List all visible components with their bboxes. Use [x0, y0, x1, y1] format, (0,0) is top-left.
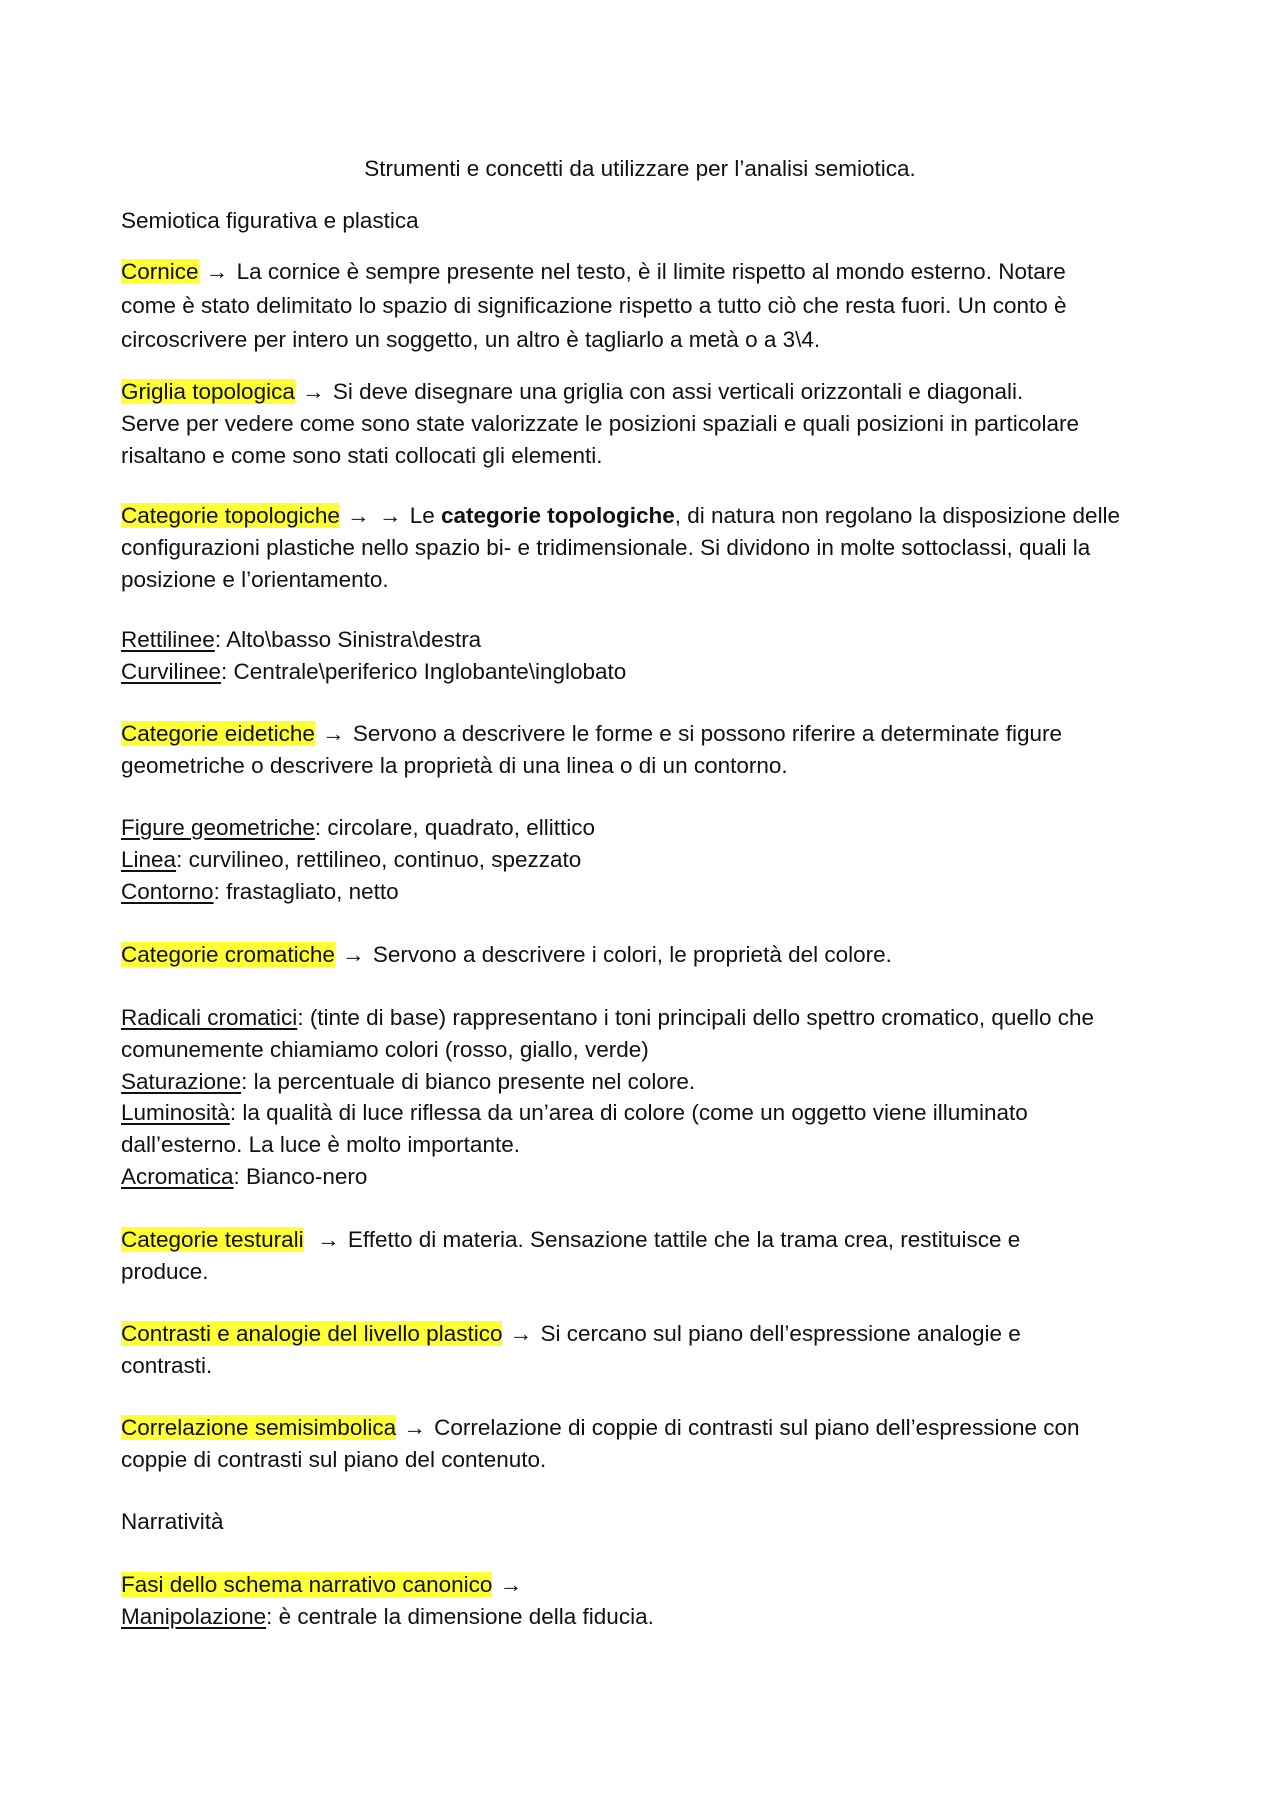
term-fasi-schema-narrativo: Fasi dello schema narrativo canonico — [121, 1572, 493, 1597]
text-contorno: : frastagliato, netto — [213, 879, 399, 904]
text-linea: : curvilineo, rettilineo, continuo, spezzato — [176, 847, 582, 872]
topologiche-text-post: , di natura non regolano la disposizione delle — [674, 503, 1121, 528]
topologiche-text-pre: Le — [409, 503, 441, 528]
arrow-right-icon: → — [317, 1227, 340, 1252]
luminosita-line-1 — [121, 1097, 1028, 1129]
list-item-contorno — [121, 876, 399, 908]
arrow-right-icon: → — [499, 1572, 523, 1597]
text-manipolazione: : è centrale la dimensione della fiducia. — [266, 1604, 654, 1629]
text-curvilinee: : Centrale\periferico Inglobante\inglobato — [221, 659, 627, 684]
arrow-right-icon: → — [347, 503, 370, 528]
griglia-line-1 — [121, 376, 1023, 408]
text-luminosita-1: : la qualità di luce riflessa da un’area di colore (come un oggetto viene illuminato — [229, 1100, 1028, 1125]
list-item-rettilinee — [121, 624, 481, 656]
arrow-right-icon: → — [403, 1415, 426, 1440]
radicali-line-1 — [121, 1002, 1094, 1034]
radicali-line-2: comunemente chiamiamo colori (rosso, giallo, verde) — [121, 1037, 649, 1062]
list-item-linea — [121, 844, 581, 876]
label-curvilinee: Curvilinee — [121, 659, 222, 684]
label-contorno: Contorno — [121, 879, 214, 904]
term-categorie-cromatiche: Categorie cromatiche — [121, 942, 335, 967]
term-contrasti-analogie: Contrasti e analogie del livello plastico — [121, 1321, 503, 1346]
fasi-line-1 — [121, 1569, 524, 1601]
testurali-text-1: Effetto di materia. Sensazione tattile che la trama crea, restituisce e — [347, 1227, 1021, 1252]
section-heading-narrativita: Narratività — [121, 1509, 224, 1534]
topologiche-line-3: posizione e l’orientamento. — [121, 567, 389, 592]
list-item-figure-geometriche — [121, 812, 595, 844]
topologiche-line-1 — [121, 500, 1120, 532]
arrow-right-icon: → — [302, 379, 325, 404]
luminosita-line-2: dall’esterno. La luce è molto importante. — [121, 1132, 520, 1157]
griglia-line-2: Serve per vedere come sono state valorizzate le posizioni spaziali e quali posizioni in particolare — [121, 411, 1080, 436]
text-rettilinee: : Alto\basso Sinistra\destra — [214, 627, 482, 652]
term-cornice: Cornice — [121, 259, 199, 284]
term-griglia-topologica: Griglia topologica — [121, 379, 295, 404]
arrow-right-icon: → — [205, 259, 229, 284]
document-title: Strumenti e concetti da utilizzare per l’analisi semiotica. — [364, 156, 916, 181]
saturazione-line — [121, 1066, 695, 1098]
eidetiche-line-1 — [121, 718, 1062, 750]
cromatiche-text-1: Servono a descrivere i colori, le proprietà del colore. — [372, 942, 892, 967]
cornice-text-1: La cornice è sempre presente nel testo, è il limite rispetto al mondo esterno. Notare — [236, 259, 1066, 284]
cornice-line-1 — [121, 256, 1066, 288]
acromatica-line — [121, 1161, 367, 1193]
text-acromatica: : Bianco-nero — [233, 1164, 368, 1189]
topologiche-text-bold: categorie topologiche — [440, 503, 675, 528]
griglia-line-3: risaltano e come sono stati collocati gli elementi. — [121, 443, 603, 468]
label-linea: Linea — [121, 847, 177, 872]
label-acromatica: Acromatica — [121, 1164, 234, 1189]
text-figure-geometriche: : circolare, quadrato, ellittico — [314, 815, 595, 840]
arrow-right-icon: → — [509, 1321, 533, 1346]
testurali-line-2: produce. — [121, 1259, 209, 1284]
arrow-right-icon: → — [322, 721, 345, 746]
manipolazione-line — [121, 1601, 654, 1633]
term-categorie-testurali: Categorie testurali — [121, 1227, 304, 1252]
cornice-line-2: come è stato delimitato lo spazio di significazione rispetto a tutto ciò che resta fuori. Un conto è — [121, 293, 1067, 318]
griglia-text-1: Si deve disegnare una griglia con assi verticali orizzontali e diagonali. — [332, 379, 1024, 404]
term-categorie-topologiche: Categorie topologiche — [121, 503, 340, 528]
cornice-line-3: circoscrivere per intero un soggetto, un altro è tagliarlo a metà o a 3\4. — [121, 327, 821, 352]
term-correlazione-semisimbolica: Correlazione semisimbolica — [121, 1415, 397, 1440]
label-figure-geometriche: Figure geometriche — [121, 815, 315, 840]
text-saturazione: : la percentuale di bianco presente nel colore. — [241, 1069, 696, 1094]
correlazione-line-2: coppie di contrasti sul piano del contenuto. — [121, 1447, 547, 1472]
cromatiche-line-1 — [121, 939, 892, 971]
term-categorie-eidetiche: Categorie eidetiche — [121, 721, 315, 746]
arrow-right-icon: → — [378, 503, 402, 528]
list-item-curvilinee — [121, 656, 626, 688]
correlazione-line-1 — [121, 1412, 1080, 1444]
contrasti-text-1: Si cercano sul piano dell’espressione analogie e — [540, 1321, 1021, 1346]
label-luminosita: Luminosità — [121, 1100, 230, 1125]
topologiche-line-2: configurazioni plastiche nello spazio bi- e tridimensionale. Si dividono in molte sottoclassi, quali la — [121, 535, 1091, 560]
label-radicali-cromatici: Radicali cromatici — [121, 1005, 298, 1030]
text-radicali-1: : (tinte di base) rappresentano i toni principali dello spettro cromatico, quello che — [297, 1005, 1094, 1030]
correlazione-text-1: Correlazione di coppie di contrasti sul piano dell’espressione con — [434, 1415, 1080, 1440]
contrasti-line-2: contrasti. — [121, 1353, 213, 1378]
label-rettilinee: Rettilinee — [121, 627, 215, 652]
section-heading-plastica: Semiotica figurativa e plastica — [121, 208, 419, 233]
eidetiche-line-2: geometriche o descrivere la proprietà di una linea o di un contorno. — [121, 753, 788, 778]
label-manipolazione: Manipolazione — [121, 1604, 267, 1629]
contrasti-line-1 — [121, 1318, 1021, 1350]
eidetiche-text-1: Servono a descrivere le forme e si possono riferire a determinate figure — [352, 721, 1063, 746]
label-saturazione: Saturazione — [121, 1069, 242, 1094]
testurali-line-1 — [121, 1224, 1020, 1256]
arrow-right-icon: → — [342, 942, 365, 967]
